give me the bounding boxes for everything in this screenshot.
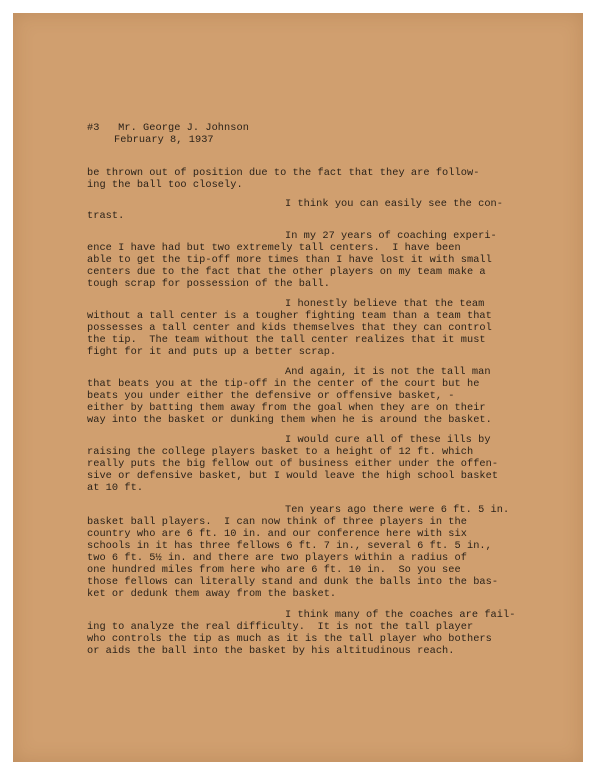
letter-text-line: ket or dedunk them away from the basket. [87,588,337,600]
letter-text-line: at 10 ft. [87,482,144,494]
letter-text-line: really puts the big fellow out of business either under the offen- [87,458,499,470]
letter-text-line: that beats you at the tip-off in the center of the court but he [87,378,480,390]
header-date-line: February 8, 1937 [114,134,214,146]
letter-text-line: two 6 ft. 5½ in. and there are two players within a radius of [87,552,467,564]
letter-text-line: ence I have had but two extremely tall centers. I have been [87,242,461,254]
letter-text-line: tough scrap for possession of the ball. [87,278,330,290]
letter-text-line: sive or defensive basket, but I would leave the high school basket [87,470,499,482]
letter-text-line: possesses a tall center and kids themselves that they can control [87,322,492,334]
letter-text-line: fight for it and puts up a better scrap. [87,346,337,358]
letter-text-line: centers due to the fact that the other players on my team make a [87,266,486,278]
letter-text-line: I would cure all of these ills by [285,434,491,446]
letter-text-line: those fellows can literally stand and dunk the balls into the bas- [87,576,499,588]
letter-text-line: ing to analyze the real difficulty. It is not the tall player [87,621,474,633]
letter-text-line: ing the ball too closely. [87,179,243,191]
letter-text-line: I think you can easily see the con- [285,198,504,210]
letter-text-line: one hundred miles from here who are 6 ft. 10 in. So you see [87,564,461,576]
letter-text-line: or aids the ball into the basket by his altitudinous reach. [87,645,455,657]
letter-text-line: Ten years ago there were 6 ft. 5 in. [285,504,510,516]
letter-text-line: In my 27 years of coaching experi- [285,230,497,242]
letter-text-line: country who are 6 ft. 10 in. and our conference here with six [87,528,467,540]
letter-text-line: the tip. The team without the tall center realizes that it must [87,334,486,346]
letter-text-line: either by batting them away from the goal when they are on their [87,402,486,414]
letter-text-line: basket ball players. I can now think of three players in the [87,516,467,528]
letter-text-line: beats you under either the defensive or offensive basket, - [87,390,455,402]
letter-text-line: who controls the tip as much as it is the tall player who bothers [87,633,492,645]
letter-text-line: able to get the tip-off more times than I have lost it with small [87,254,492,266]
letter-text-line: without a tall center is a tougher fighting team than a team that [87,310,492,322]
letter-text-line: be thrown out of position due to the fact that they are follow- [87,167,480,179]
letter-text-line: schools in it has three fellows 6 ft. 7 in., several 6 ft. 5 in., [87,540,492,552]
letter-text-line: And again, it is not the tall man [285,366,491,378]
letter-text-line: trast. [87,210,125,222]
letter-page [13,13,583,762]
header-recipient-line: #3 Mr. George J. Johnson [87,122,249,134]
letter-text-line: raising the college players basket to a height of 12 ft. which [87,446,474,458]
letter-text-line: I think many of the coaches are fail- [285,609,516,621]
letter-text-line: way into the basket or dunking them when he is around the basket. [87,414,492,426]
letter-text-line: I honestly believe that the team [285,298,485,310]
